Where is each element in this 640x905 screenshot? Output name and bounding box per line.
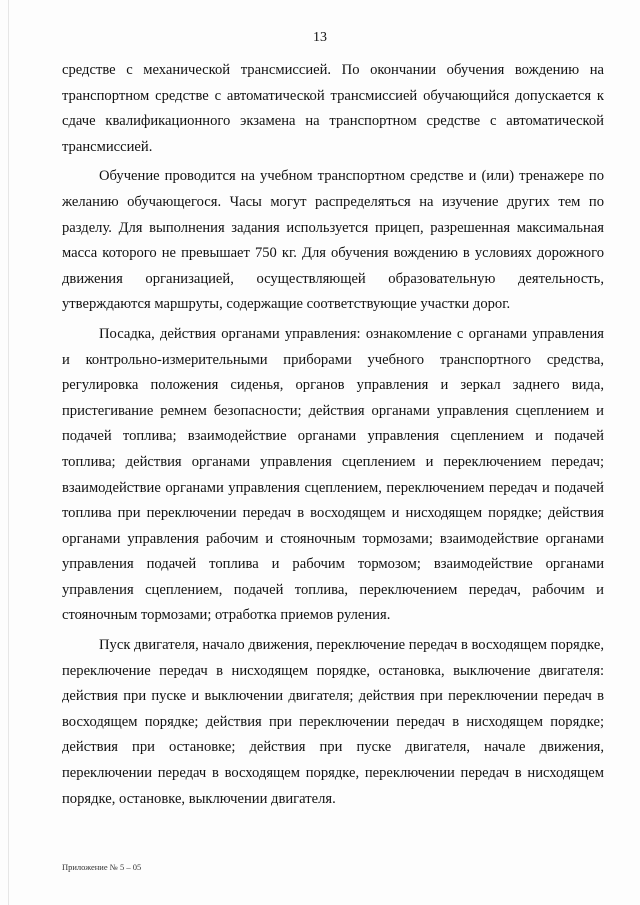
page-number: 13 [313, 30, 327, 45]
scan-edge-line [8, 0, 9, 905]
document-body [62, 58, 604, 816]
footer-note: Приложение № 5 – 05 [62, 862, 142, 872]
paragraph-continuation: средстве с механической трансмиссией. По окончании обучения вождению на транспортном средстве с автоматической трансмиссией обучающийся допускается к сдаче квалификационного экзамена на транспортном средстве с автоматической трансмиссией. [62, 62, 604, 155]
paragraph-controls-operation: Посадка, действия органами управления: ознакомление с органами управления и контрольно-измерительными приборами учебного транспортного средства, регулировка положения сиденья, органов управления и зеркал заднего вида, пристегивание ремнем безопасности; действия органами управления сцеплением и подачей топлива; взаимодействие органами управления сцеплением и подачей топлива; действия органами управления сцеплением и переключением передач; взаимодействие органами управления сцеплением, переключением передач и подачей топлива при переключении передач в восходящем и нисходящем порядке; действия органами управления рабочим и стояночным тормозами; взаимодействие органами управления подачей топлива и рабочим тормозом; взаимодействие органами управления сцеплением, подачей топлива, переключением передач, рабочим и стояночным тормозами; отработка приемов руления. [62, 325, 604, 624]
paragraph-training-conditions: Обучение проводится на учебном транспортном средстве и (или) тренажере по желанию обучающегося. Часы могут распределяться на изучение других тем по разделу. Для выполнения задания используется прицеп, разрешенная максимальная масса которого не превышает 750 кг. Для обучения вождению в условиях дорожного движения организацией, осуществляющей образовательную деятельность, утверждаются маршруты, содержащие соответствующие участки дорог. [62, 168, 604, 313]
paragraph-engine-start: Пуск двигателя, начало движения, переключение передач в восходящем порядке, переключение передач в нисходящем порядке, остановка, выключение двигателя: действия при пуске и выключении двигателя; действия при переключении передач в восходящем порядке; действия при переключении передач в нисходящем порядке; действия при остановке; действия при пуске двигателя, начале движения, переключении передач в восходящем порядке, переключении передач в нисходящем порядке, остановке, выключении двигателя. [62, 637, 604, 807]
